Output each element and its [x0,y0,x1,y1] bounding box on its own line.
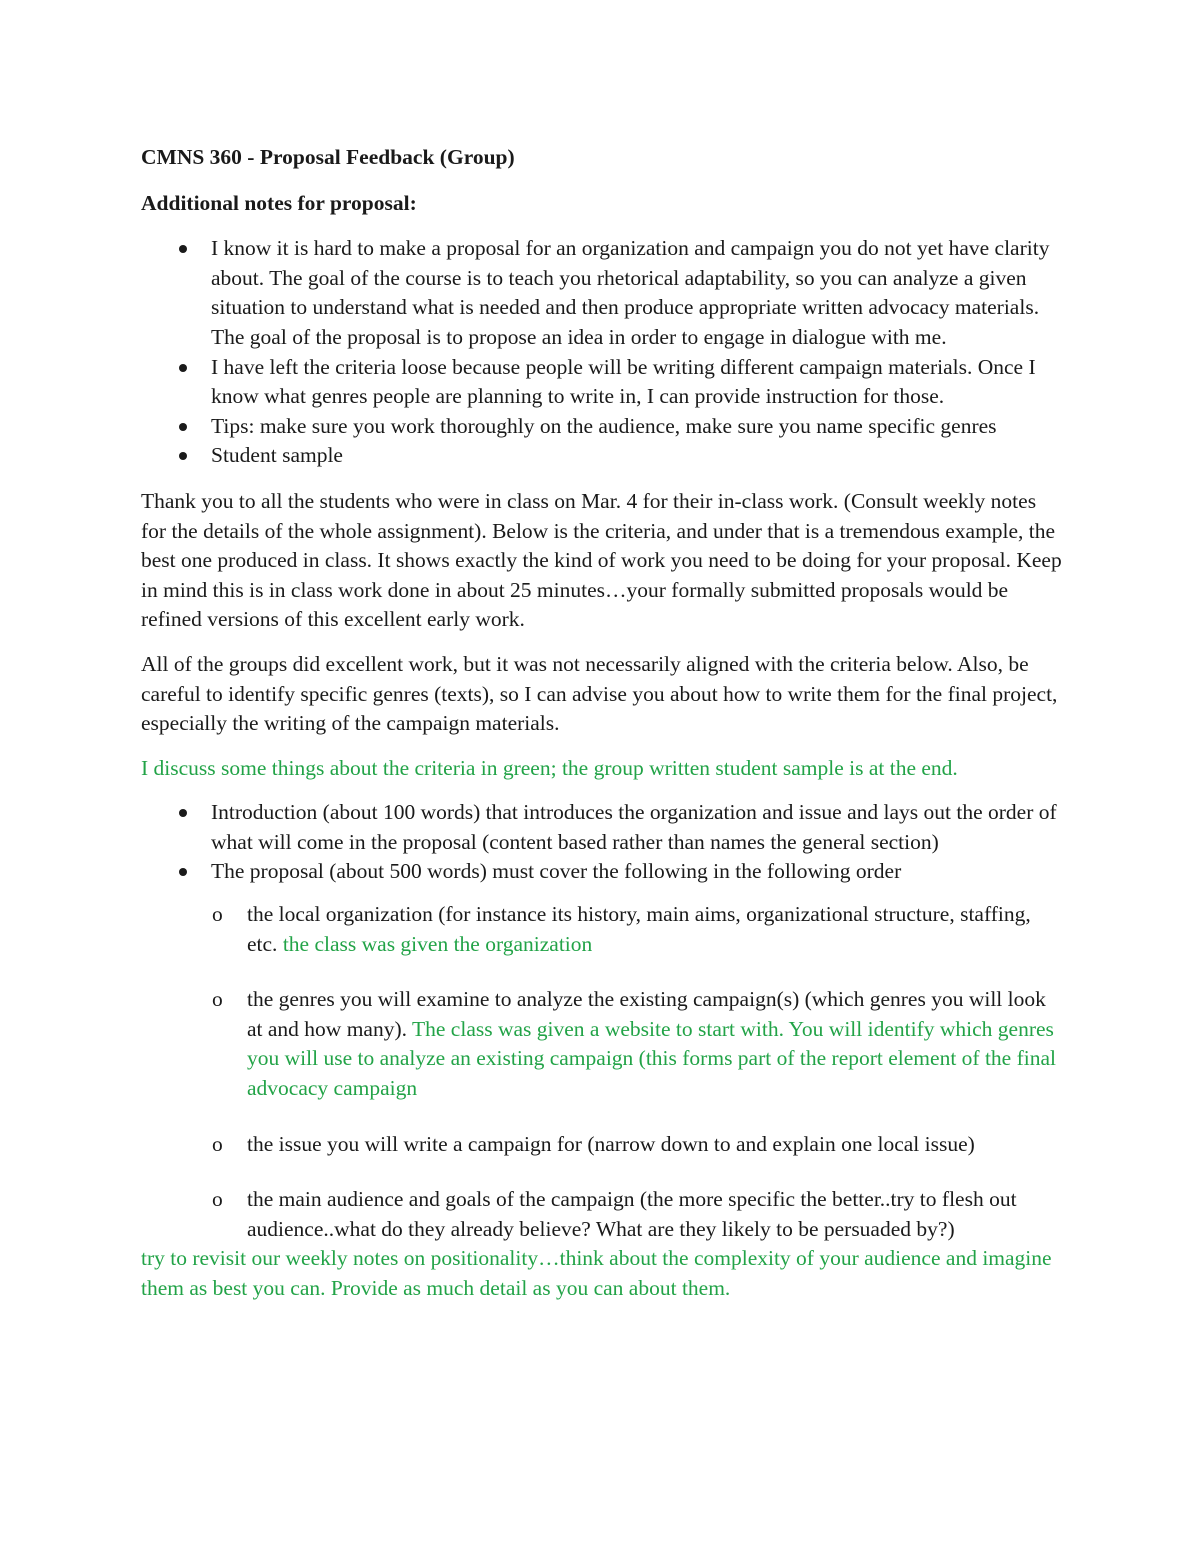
sub-text: the main audience and goals of the campaign (the more specific the better..try to flesh out audience..what do they already believe? What are they likely to be persuaded by?) [247,1187,1017,1241]
note-text: Student sample [211,443,343,468]
criteria-list [141,798,1062,887]
sub-text: the local organization (for instance its history, main aims, organizational structure, staffing, etc. [247,902,1031,956]
bullet-icon [179,809,187,817]
list-item [211,798,1062,857]
bullet-icon [179,245,187,253]
intro-paragraph: Thank you to all the students who were in class on Mar. 4 for their in-class work. (Consult weekly notes for the details of the whole assignment). Below is the criteria, and under that is a tremendous example, the best one produced in class. It shows exactly the kind of work you need to be doing for your proposal. Keep in mind this is in class work done in about 25 minutes…your formally submitted proposals would be refined versions of this excellent early work. [141,488,1062,632]
groups-paragraph: All of the groups did excellent work, but it was not necessarily aligned with the criteria below. Also, be careful to identify specific genres (texts), so I can advise you about how to write them for the final project, especially the writing of the campaign materials. [141,651,1058,736]
circle-marker-icon: o [212,1131,223,1156]
note-text: Tips: make sure you work thoroughly on the audience, make sure you name specific genres [211,413,997,438]
list-item [211,353,1062,412]
note-text: I have left the criteria loose because people will be writing different campaign materials. Once I know what genres people are planning to write in, I can provide instruction for those. [211,354,1036,409]
notes-subheading: Additional notes for proposal: [141,190,417,215]
note-text: I know it is hard to make a proposal for an organization and campaign you do not yet have clarity about. The goal of the course is to teach you rhetorical adaptability, so you can analyze a given situation to understand what is needed and then produce appropriate written advocacy materials. The goal of the proposal is to propose an idea in order to engage in dialogue with me. [211,236,1050,349]
notes-list [141,234,1062,471]
list-item [211,234,1062,352]
sublist-item [212,900,1062,959]
bullet-icon [179,423,187,431]
sublist-item [212,985,1062,1103]
closing-green-note: try to revisit our weekly notes on positionality…think about the complexity of your audience and imagine them as best you can. Provide as much detail as you can about them. [141,1246,1052,1300]
circle-marker-icon: o [212,987,223,1012]
sublist-item [212,1185,1062,1244]
bullet-icon [179,868,187,876]
sub-text: the genres you will examine to analyze the existing campaign(s) (which genres you will look at and how many). [247,987,1046,1041]
criteria-text: Introduction (about 100 words) that introduces the organization and issue and lays out the order of what will come in the proposal (content based rather than names the general section) [211,800,1057,854]
document-title: CMNS 360 - Proposal Feedback (Group) [141,145,515,169]
list-item [211,441,1062,471]
green-comment: The class was given a website to start with. You will identify which genres you will use to analyze an existing campaign (this forms part of the report element of the final advocacy campaign [247,1016,1056,1101]
sub-text: the issue you will write a campaign for (narrow down to and explain one local issue) [247,1131,975,1156]
list-item [211,412,1062,442]
bullet-icon [179,452,187,460]
circle-marker-icon: o [212,1187,223,1212]
criteria-sublist [141,900,1062,1244]
circle-marker-icon: o [212,902,223,927]
green-comment: the class was given the organization [282,931,593,956]
green-note: I discuss some things about the criteria in green; the group written student sample is at the end. [141,755,958,780]
bullet-icon [179,364,187,372]
sublist-item [212,1130,1062,1160]
criteria-text: The proposal (about 500 words) must cover the following in the following order [211,859,902,884]
list-item [211,857,1062,887]
